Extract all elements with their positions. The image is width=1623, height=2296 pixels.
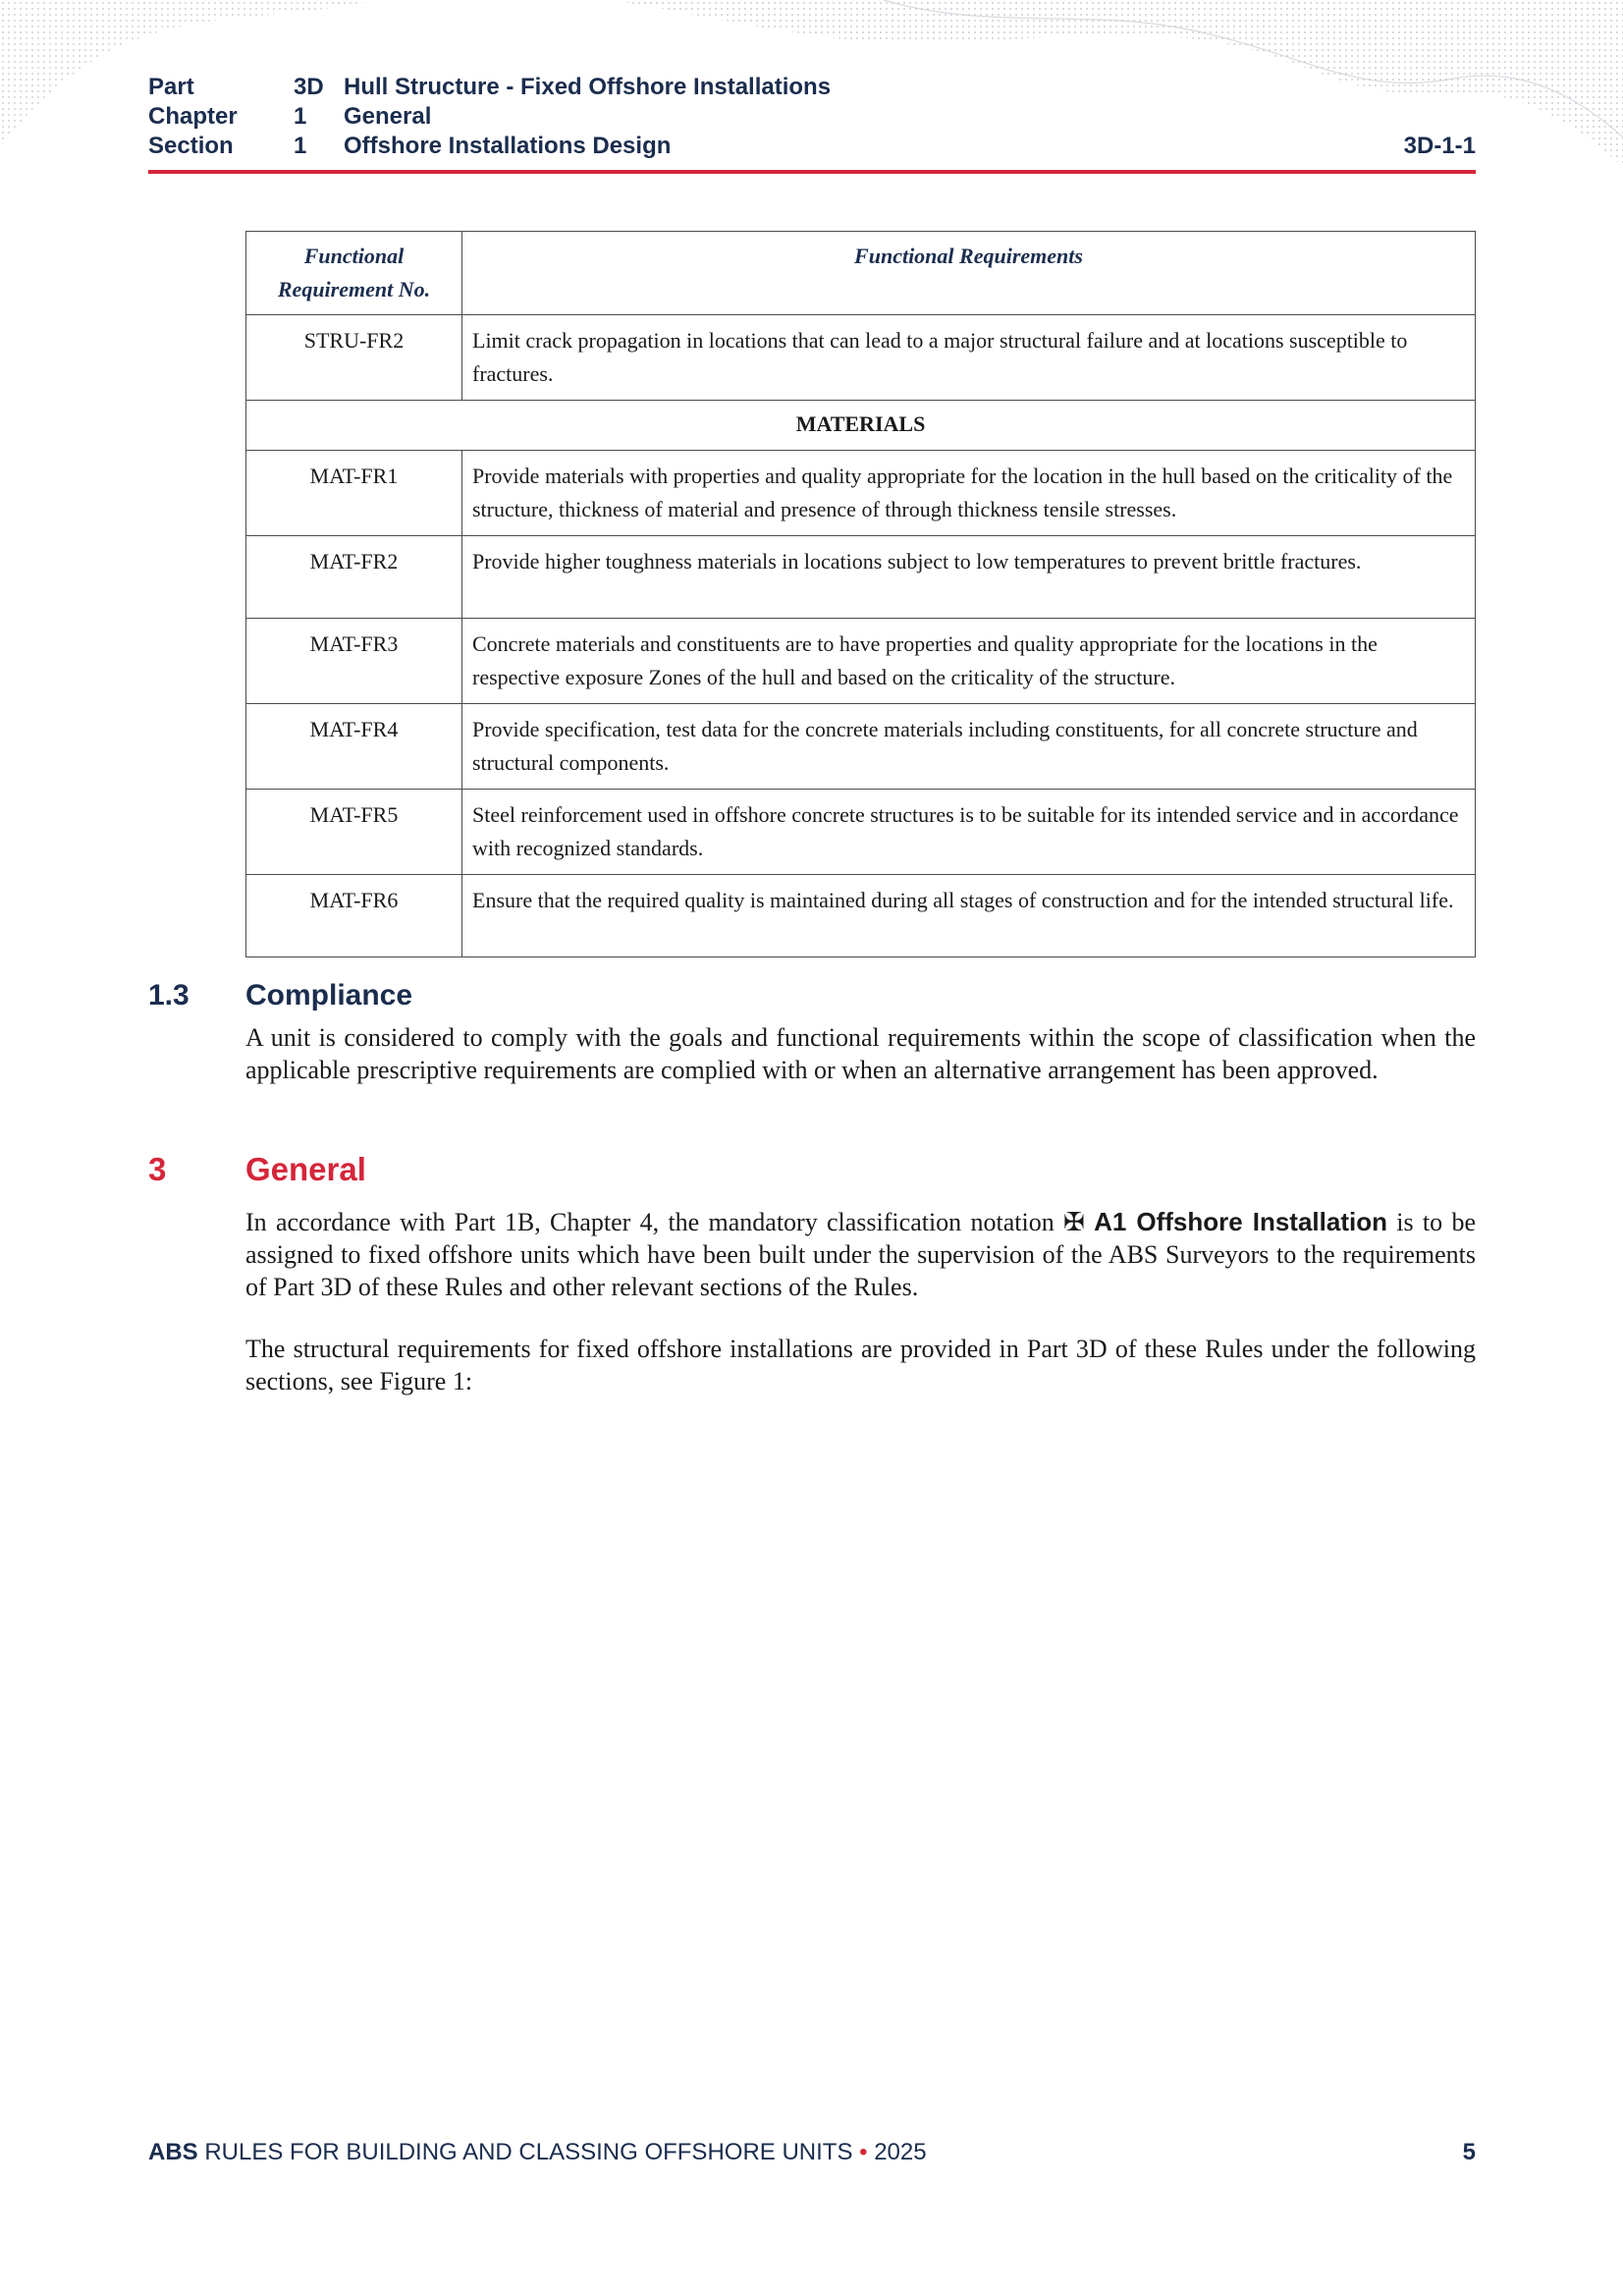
requirement-number: MAT-FR1 — [246, 451, 462, 536]
compliance-paragraph: A unit is considered to comply with the goals and functional requirements within the scope of classification when the applicable prescriptive requirements are complied with or when an alternative arrangement has been approved. — [245, 1023, 1476, 1084]
table-row — [246, 315, 1476, 401]
requirement-number: MAT-FR6 — [246, 875, 462, 957]
header-chapter-number: 1 — [294, 103, 307, 130]
header-section-label: Section — [148, 133, 234, 159]
requirement-text: Ensure that the required quality is maintained during all stages of construction and for the intended structural life. — [462, 875, 1476, 957]
general-section-title: General — [245, 1151, 366, 1187]
requirement-number: MAT-FR4 — [246, 704, 462, 790]
header-chapter-label: Chapter — [148, 103, 238, 130]
table-section-row — [246, 401, 1476, 451]
general-p1-text-after: is to be assigned to fixed offshore units which have been built under the supervision of the ABS Surveyors to the requirements of Part 3D of these Rules and other relevant sections of the Rules. — [245, 1208, 1477, 1301]
footer-publication-title: RULES FOR BUILDING AND CLASSING OFFSHORE UNITS — [197, 2139, 860, 2165]
requirement-number: MAT-FR2 — [246, 536, 462, 619]
footer-title — [148, 2138, 927, 2167]
column-header-requirement-no: Functional Requirement No. — [246, 232, 462, 315]
header-chapter-title: General — [344, 103, 432, 130]
requirement-text: Concrete materials and constituents are to have properties and quality appropriate for the locations in the respective exposure Zones of the hull and based on the criticality of the structure. — [462, 619, 1476, 704]
table-row — [246, 451, 1476, 536]
page-footer — [148, 2138, 1476, 2167]
header-divider — [148, 170, 1476, 174]
footer-bullet: • — [859, 2139, 868, 2165]
footer-year: 2025 — [867, 2139, 927, 2165]
header-section-code: 3D-1-1 — [1403, 133, 1476, 159]
table-row — [246, 790, 1476, 875]
requirement-text: Limit crack propagation in locations that can lead to a major structural failure and at locations susceptible to fractures. — [462, 315, 1476, 401]
classification-notation: A1 Offshore Installation — [1094, 1207, 1387, 1236]
requirement-text: Provide specification, test data for the concrete materials including constituents, for all concrete structure and structural components. — [462, 704, 1476, 790]
general-paragraph-1 — [245, 1206, 1476, 1303]
general-paragraph-2: The structural requirements for fixed offshore installations are provided in Part 3D of these Rules under the following sections, see Figure 1: — [245, 1335, 1476, 1395]
general-section-number: 3 — [148, 1151, 167, 1187]
materials-section-heading: MATERIALS — [246, 401, 1476, 451]
column-header-requirements: Functional Requirements — [462, 232, 1476, 315]
header-part-title: Hull Structure - Fixed Offshore Installations — [344, 74, 832, 100]
general-p1-text-before: In accordance with Part 1B, Chapter 4, the mandatory classification notation — [245, 1208, 1063, 1236]
requirement-text: Provide higher toughness materials in locations subject to low temperatures to prevent brittle fractures. — [462, 536, 1476, 619]
header-part-label: Part — [148, 74, 194, 100]
table-row — [246, 875, 1476, 957]
requirement-number: MAT-FR5 — [246, 790, 462, 875]
page-number: 5 — [1462, 2139, 1476, 2165]
functional-requirements-table — [245, 231, 1476, 957]
maltese-cross-icon: ✠ — [1063, 1207, 1085, 1236]
header-part-number: 3D — [294, 74, 324, 100]
compliance-section-number: 1.3 — [148, 979, 189, 1011]
table-row — [246, 704, 1476, 790]
footer-brand: ABS — [148, 2139, 198, 2165]
header-section-title: Offshore Installations Design — [344, 133, 672, 159]
table-row — [246, 536, 1476, 619]
table-row — [246, 619, 1476, 704]
requirement-number: MAT-FR3 — [246, 619, 462, 704]
requirement-text: Steel reinforcement used in offshore concrete structures is to be suitable for its intended service and in accordance with recognized standards. — [462, 790, 1476, 875]
compliance-section-title: Compliance — [245, 979, 413, 1011]
table-header-row — [246, 232, 1476, 315]
requirement-number: STRU-FR2 — [246, 315, 462, 401]
requirement-text: Provide materials with properties and quality appropriate for the location in the hull based on the criticality of the structure, thickness of material and presence of through thickness tensile stresses. — [462, 451, 1476, 536]
header-section-number: 1 — [294, 133, 307, 159]
